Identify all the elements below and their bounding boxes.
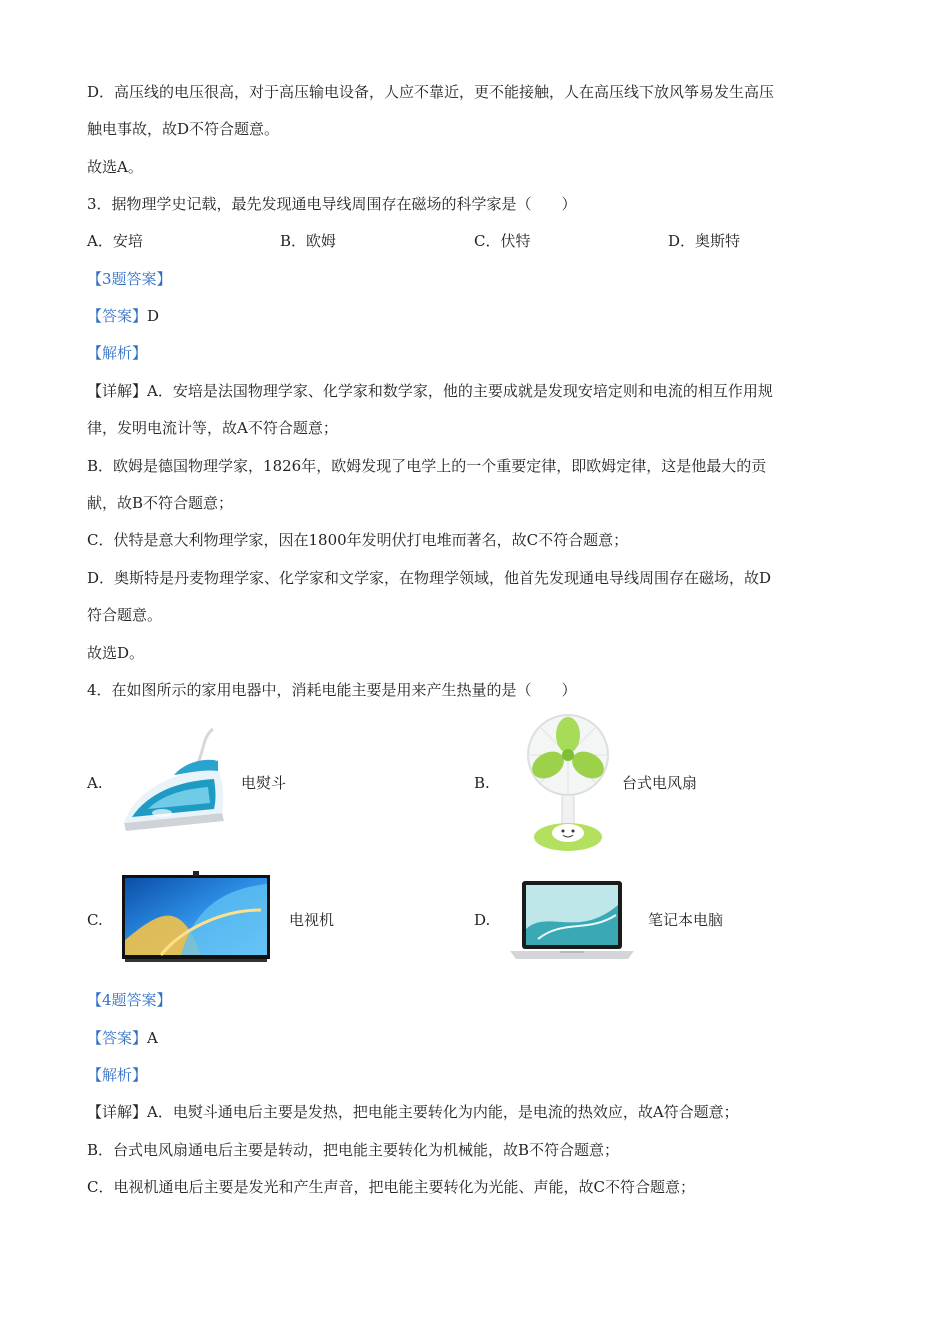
text-line: B．台式电风扇通电后主要是转动，把电能主要转化为机械能，故B不符合题意； bbox=[87, 1141, 620, 1159]
iron-image bbox=[118, 727, 230, 837]
text-line: 献，故B不符合题意； bbox=[87, 494, 234, 512]
q4-option-d-letter: D. bbox=[474, 911, 491, 929]
text-line: 符合题意。 bbox=[87, 606, 163, 624]
question-4: 4．在如图所示的家用电器中，消耗电能主要是用来产生热量的是（ ） bbox=[87, 681, 577, 699]
question-3: 3．据物理学史记载，最先发现通电导线周围存在磁场的科学家是（ ） bbox=[87, 195, 577, 213]
text-line: 故选D。 bbox=[87, 644, 145, 662]
q4-option-b-label: 台式电风扇 bbox=[622, 774, 698, 792]
answer-tag: 【答案】 bbox=[87, 307, 148, 325]
q3-analysis-heading: 【解析】 bbox=[87, 344, 148, 362]
q3-answer-heading: 【3题答案】 bbox=[87, 270, 172, 288]
text-line: B．欧姆是德国物理学家，1826年，欧姆发现了电学上的一个重要定律，即欧姆定律，这是他最大的贡 bbox=[87, 457, 767, 475]
q3-option-a: A．安培 bbox=[87, 232, 143, 250]
q3-option-d: D．奥斯特 bbox=[668, 232, 741, 250]
q4-answer bbox=[87, 1028, 158, 1048]
q4-option-c-label: 电视机 bbox=[289, 911, 335, 929]
answer-tag: 【答案】 bbox=[87, 1029, 148, 1047]
text-line: 【详解】A．安培是法国物理学家、化学家和数学家，他的主要成就是发现安培定则和电流的相互作用规 bbox=[87, 382, 773, 400]
q4-option-a-letter: A. bbox=[87, 774, 103, 792]
q4-answer-heading: 【4题答案】 bbox=[87, 991, 172, 1009]
text-line: 故选A。 bbox=[87, 158, 143, 176]
answer-value: A bbox=[147, 1029, 158, 1047]
q3-option-c: C．伏特 bbox=[474, 232, 531, 250]
q3-answer bbox=[87, 306, 159, 326]
q3-option-b: B．欧姆 bbox=[280, 232, 337, 250]
q4-option-d-label: 笔记本电脑 bbox=[648, 911, 724, 929]
text-line: C．伏特是意大利物理学家，因在1800年发明伏打电堆而著名，故C不符合题意； bbox=[87, 531, 629, 549]
laptop-image bbox=[508, 879, 636, 961]
text-line: D．奥斯特是丹麦物理学家、化学家和文学家，在物理学领域，他首先发现通电导线周围存在磁场，故D bbox=[87, 569, 772, 587]
fan-image bbox=[520, 713, 616, 855]
q4-option-c-letter: C. bbox=[87, 911, 103, 929]
q4-option-b-letter: B. bbox=[474, 774, 490, 792]
text-line: 律，发明电流计等，故A不符合题意； bbox=[87, 419, 338, 437]
q4-option-a-label: 电熨斗 bbox=[241, 774, 287, 792]
text-line: D．高压线的电压很高，对于高压输电设备，人应不靠近，更不能接触，人在高压线下放风筝易发生高压 bbox=[87, 83, 775, 101]
text-line: C．电视机通电后主要是发光和产生声音，把电能主要转化为光能、声能，故C不符合题意； bbox=[87, 1178, 695, 1196]
q4-analysis-heading: 【解析】 bbox=[87, 1066, 148, 1084]
answer-value: D bbox=[147, 307, 160, 325]
text-line: 触电事故，故D不符合题意。 bbox=[87, 120, 280, 138]
text-line: 【详解】A．电熨斗通电后主要是发热，把电能主要转化为内能，是电流的热效应，故A符合题意； bbox=[87, 1103, 739, 1121]
tv-image bbox=[121, 870, 271, 964]
